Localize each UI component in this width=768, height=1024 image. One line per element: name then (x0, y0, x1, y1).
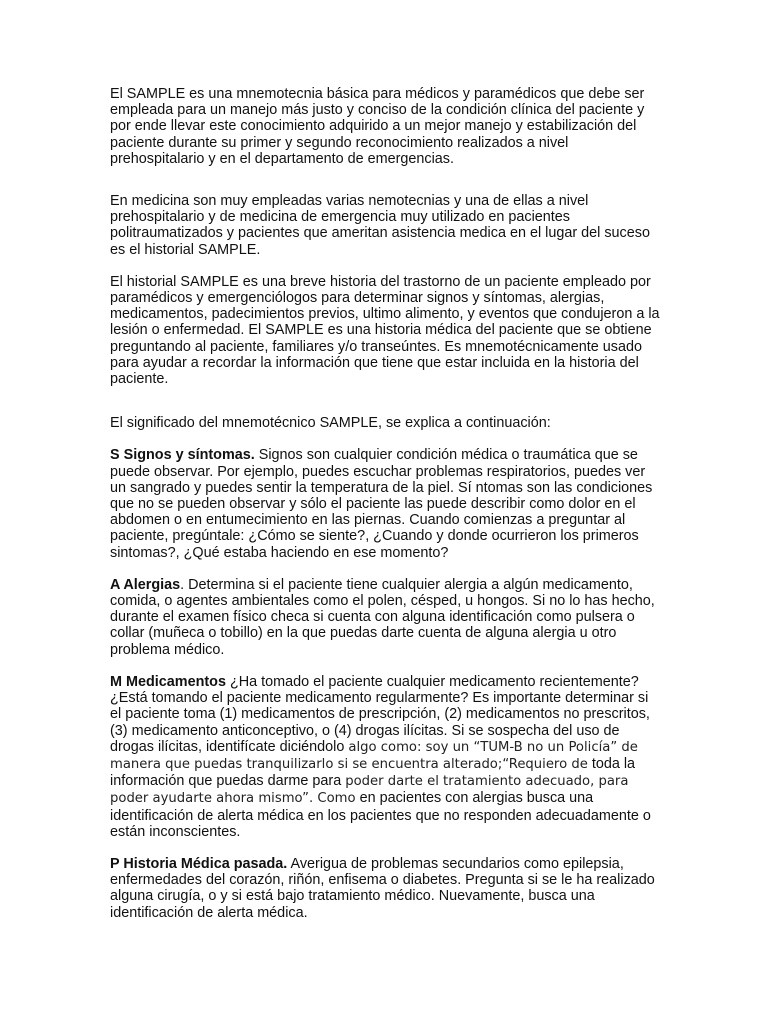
section-p-heading: P Historia Médica pasada. (110, 855, 288, 872)
section-a-heading: A Alergias (110, 576, 181, 593)
section-m-body-3: en pacientes con alergias busca una identificación de alerta médica en los pacientes que no responden adecuadamente o están inconscientes. (110, 790, 651, 840)
section-m-quote-2: poder darte el tratamiento adecuado, para poder ayudarte ahora mismo”. Como (110, 774, 629, 807)
intro-paragraph: El SAMPLE es una mnemotecnia básica para médicos y paramédicos que debe ser empleada para un manejo más justo y conciso de la condición clínica del paciente y por ende llevar este conocimiento adquirido a un mejor manejo y estabilización del paciente durante su primer y segundo reconocimiento realizados a nivel prehospitalario y en el departamento de emergencias. (110, 86, 645, 167)
section-a-body: . Determina si el paciente tiene cualquier alergia a algún medicamento, comida, o agentes ambientales como el polen, césped, u hongos. Si no lo has hecho, durante el examen físico checa si cuenta con alguna identificación como pulsera o collar (muñeca o tobillo) en la que puedas darte cuenta de alguna alergia u otro problema médico. (110, 576, 655, 658)
significado-paragraph: El significado del mnemotécnico SAMPLE, se explica a continuación: (110, 415, 551, 432)
document-page (110, 86, 662, 921)
section-p (110, 856, 662, 921)
nemotecnias-paragraph: En medicina son muy empleadas varias nemotecnias y una de ellas a nivel prehospitalario y de medicina de emergencia muy utilizado en pacientes politraumatizados y pacientes que ameritan asistencia medica en el lugar del suceso es el historial SAMPLE. (110, 193, 650, 258)
section-s (110, 447, 662, 560)
section-s-heading: S Signos y síntomas. (110, 447, 255, 464)
section-m-body-2: toda la información que puedas darme para (110, 755, 636, 790)
section-m (110, 674, 662, 840)
section-s-body: Signos son cualquier condición médica o traumática que se puede observar. Por ejemplo, puedes escuchar problemas respiratorios, puedes ver un sangrado y puedes sentir la temperatura de la piel. Sí ntomas son las condiciones que no se pueden observar y sólo el paciente las puede describir como dolor en el abdomen o en entumecimiento en las piernas. Cuando comienzas a preguntar al paciente, pregúntale: ¿Cómo se siente?, ¿Cuando y donde ocurrieron los primeros sintomas?, ¿Qué estaba haciendo en ese momento? (110, 447, 653, 561)
section-p-body: Averigua de problemas secundarios como epilepsia, enfermedades del corazón, riñón, enfisema o diabetes. Pregunta si se le ha realizado alguna cirugía, o y si está bajo tratamiento médico. Nuevamente, busca una identificación de alerta médica. (110, 855, 655, 921)
section-m-body-1: ¿Ha tomado el paciente cualquier medicamento recientemente? ¿Está tomando el paciente medicamento regularmente? Es importante determinar si el paciente toma (1) medicamentos de prescripción, (2) medicamentos no prescritos, (3) medicamento anticonceptivo, o (4) drogas ilícitas. Si se sospecha del uso de drogas ilícitas, identifícate diciéndolo (110, 673, 650, 755)
historial-paragraph: El historial SAMPLE es una breve historia del trastorno de un paciente empleado por paramédicos y emergenciólogos para determinar signos y síntomas, alergias, medicamentos, padecimientos previos, ultimo alimento, y eventos que condujeron a la lesión o enfermedad. El SAMPLE es una historia médica del paciente que se obtiene preguntando al paciente, familiares y/o transeúntes. Es mnemotécnicamente usado para ayudar a recordar la información que tiene que estar incluida en la historia del paciente. (110, 273, 660, 388)
section-m-quote-1: algo como: soy un “TUM-B no un Policía” de manera que puedas tranquilizarlo si se encuentra alterado;“Requiero de (110, 739, 638, 772)
section-a (110, 577, 662, 658)
section-m-heading: M Medicamentos (110, 673, 226, 690)
